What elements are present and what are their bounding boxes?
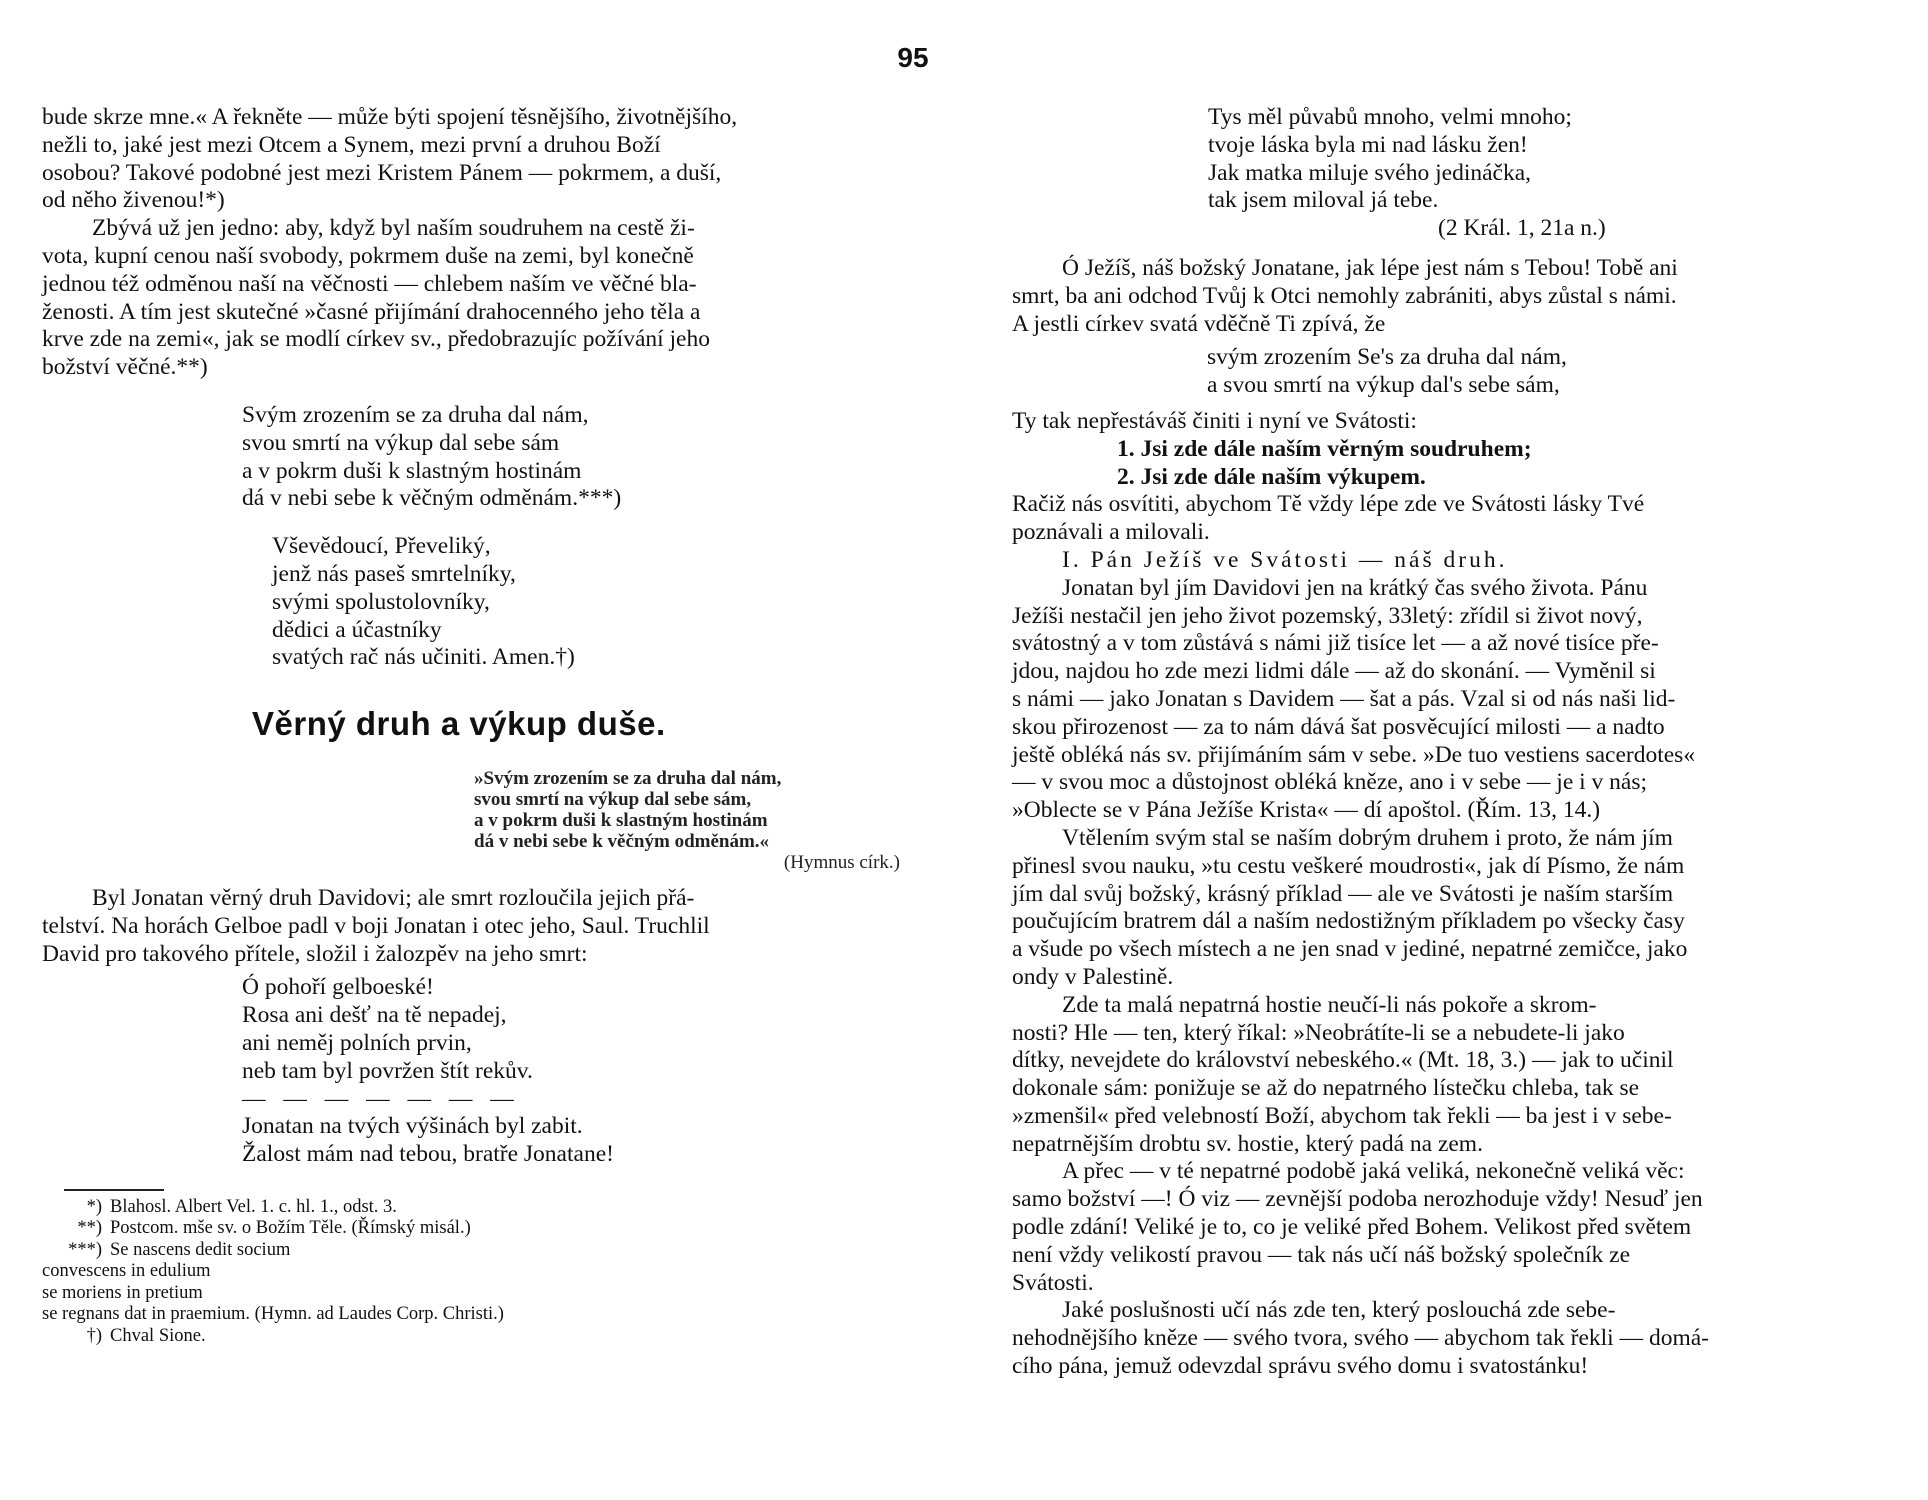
footnote-text: se regnans dat in praemium. (Hymn. ad Laudes Corp. Christi.) [42, 1304, 504, 1325]
text-line: dítky, nevejdete do království nebeského.« (Mt. 18, 3.) — jak to učinil [1012, 1047, 1674, 1074]
verse-line: svou smrtí na výkup dal sebe sám [242, 429, 560, 456]
paragraph [1012, 575, 1892, 825]
text-line: není vždy velikostí pravou — tak nás učí náš božský společník ze [1012, 1241, 1631, 1268]
epigraph-line: svou smrtí na výkup dal sebe sám, [474, 788, 752, 810]
text-line: poznávali a milovali. [1012, 519, 1210, 546]
text-line: přinesl svou nauku, »tu cestu veškeré moudrosti«, jak dí Písmo, že nám [1012, 852, 1685, 879]
section-title: I. Pán Ježíš ve Svátosti — náš druh. [1062, 546, 1508, 573]
text-line: Vtělením svým stal se naším dobrým druhem i proto, že nám jím [1062, 824, 1673, 851]
paragraph [1012, 825, 1892, 992]
chapter-heading: Věrný druh a výkup duše. [252, 705, 666, 743]
footnote-mark: **) [77, 1218, 102, 1239]
footnote [42, 1240, 940, 1262]
point-item: 1. Jsi zde dále naším věrným soudruhem; [1117, 435, 1532, 462]
text-line: od něho živenou!*) [42, 187, 225, 214]
verse-line: ani neměj polních prvin, [242, 1029, 472, 1056]
text-line: Byl Jonatan věrný druh Davidovi; ale smrt rozloučila jejich přá- [92, 884, 695, 911]
spacer [42, 513, 940, 533]
verse-line: Ó pohoří gelboeské! [242, 974, 434, 1001]
text-line: A jestli církev svatá vděčně Ti zpívá, že [1012, 310, 1386, 337]
text-line: jednou též odměnou naší na věčnosti — chlebem naším ve věčné bla- [42, 270, 697, 297]
verse-line: tvoje láska byla mi nad lásku žen! [1208, 131, 1528, 158]
paragraph [42, 215, 940, 382]
paragraph [1012, 1158, 1892, 1297]
text-line: Ó Ježíš, náš božský Jonatane, jak lépe jest nám s Tebou! Tobě ani [1062, 254, 1678, 281]
footnote-text: Chval Sione. [110, 1325, 206, 1346]
verse-line: svatých rač nás učiniti. Amen.†) [272, 644, 575, 671]
text-line: Jonatan byl jím Davidovi jen na krátký čas svého života. Pánu [1062, 574, 1648, 601]
text-line: samo božství —! Ó viz — zevnější podoba nerozhoduje vždy! Nesuď jen [1012, 1186, 1703, 1213]
text-line: nežli to, jaké jest mezi Otcem a Synem, mezi první a druhou Boží [42, 131, 661, 158]
text-line: skou přirozenost — za to nám dává šat posvěcující milosti — a nadto [1012, 713, 1665, 740]
footnote-text: convescens in edulium [42, 1261, 211, 1282]
text-line: »zmenšil« před velebností Boží, abychom tak řekli — ba jest i v sebe- [1012, 1102, 1672, 1129]
verse-line: svými spolustolovníky, [272, 588, 490, 615]
spacer [42, 382, 940, 402]
footnote [42, 1326, 940, 1348]
footnote-mark: *) [86, 1196, 102, 1217]
text-line: David pro takového přítele, složil i žalozpěv na jeho smrt: [42, 940, 588, 967]
verse-dashes: — — — — — — — [242, 1085, 520, 1112]
verse-line: Žalost mám nad tebou, bratře Jonatane! [242, 1141, 614, 1168]
text-line: vota, kupní cenou naší svobody, pokrmem duše na zemi, byl konečně [42, 242, 694, 269]
epigraph-line: »Svým zrozením se za druha dal nám, [474, 767, 782, 789]
text-line: podle zdání! Veliké je to, co je veliké před Bohem. Velikost před světem [1012, 1214, 1692, 1241]
verse-line: dá v nebi sebe k věčným odměnám.***) [242, 485, 622, 512]
paragraph [42, 885, 940, 968]
hymn-verse [272, 533, 940, 672]
right-column [1012, 104, 1892, 1381]
footnote-mark: †) [86, 1325, 102, 1346]
scripture-reference: (2 Král. 1, 21a n.) [1438, 215, 1606, 242]
text-line: s námi — jako Jonatan s Davidem — šat a pás. Vzal si od nás naši lid- [1012, 685, 1676, 712]
text-line: Zbývá už jen jedno: aby, když byl naším soudruhem na cestě ži- [92, 215, 695, 242]
verse-line: Jak matka miluje svého jedináčka, [1208, 159, 1532, 186]
text-line: jdou, najdou ho zde mezi lidmi dále — až do skonání. — Vyměnil si [1012, 658, 1656, 685]
text-line: dokonale sám: ponižuje se až do nepatrného lístečku chleba, tak se [1012, 1075, 1640, 1102]
hymn-verse [1207, 344, 1892, 400]
footnotes [42, 1197, 940, 1348]
verse-line: tak jsem miloval já tebe. [1208, 187, 1439, 214]
text-line: osobou? Takové podobné jest mezi Kristem Pánem — pokrmem, a duší, [42, 159, 722, 186]
text-line: jím dal svůj božský, krásný příklad — ale ve Svátosti je naším starším [1012, 880, 1674, 907]
verse-line: dědici a účastníky [272, 616, 442, 643]
verse-line: Tys měl půvabů mnoho, velmi mnoho; [1208, 104, 1572, 130]
text-line: A přec — v té nepatrné podobě jaká veliká, nekonečně veliká věc: [1062, 1158, 1685, 1185]
verse-line: Jonatan na tvých výšinách byl zabit. [242, 1113, 583, 1140]
text-line: nosti? Hle — ten, který říkal: »Neobrátíte-li se a nebudete-li jako [1012, 1019, 1625, 1046]
footnote [42, 1218, 940, 1240]
verse-line: a v pokrm duši k slastným hostinám [242, 457, 582, 484]
verse-line: Vševědoucí, Převeliký, [272, 533, 491, 560]
text-line: ondy v Palestině. [1012, 963, 1174, 990]
text-line: poučujícím bratrem dál a naším nedostižným příkladem po všecky časy [1012, 908, 1685, 935]
paragraph [42, 104, 940, 215]
footnote-text: se moriens in pretium [42, 1282, 203, 1303]
verse-line: neb tam byl povržen štít rekův. [242, 1057, 533, 1084]
points-list [1012, 436, 1892, 492]
verse-line: svým zrozením Se's za druha dal nám, [1207, 344, 1567, 371]
text-line: a všude po všech místech a ne jen snad v jediné, nepatrné zemičce, jako [1012, 936, 1688, 963]
verse-line: Rosa ani dešť na tě nepadej, [242, 1002, 507, 1029]
text-line: »Oblecte se v Pána Ježíše Krista« — dí apoštol. (Řím. 13, 14.) [1012, 797, 1601, 824]
lament-verse [242, 974, 940, 1169]
verse-line: jenž nás paseš smrtelníky, [272, 560, 516, 587]
text-line: — v svou moc a důstojnost obléká kněze, ano i v sebe — je i v nás; [1012, 769, 1648, 796]
page-number: 95 [897, 42, 929, 73]
epigraph-line: dá v nebi sebe k věčným odměnám.« [474, 830, 770, 852]
footnote-rule [64, 1189, 164, 1191]
footnote-text: Blahosl. Albert Vel. 1. c. hl. 1., odst. 3. [110, 1196, 397, 1217]
text-line: nepatrnějším drobtu sv. hostie, který padá na zem. [1012, 1130, 1483, 1157]
paragraph [1012, 491, 1892, 547]
text-line: božství věčné.**) [42, 354, 208, 381]
verse-line: Svým zrozením se za druha dal nám, [242, 401, 589, 428]
text-line: svátostný a v tom zůstává s námi již tisíce let — a až nové tisíce pře- [1012, 630, 1659, 657]
epigraph-source: (Hymnus círk.) [783, 851, 900, 873]
text-line: Zde ta malá nepatrná hostie neučí-li nás pokoře a skrom- [1062, 991, 1597, 1018]
epigraph-line: a v pokrm duši k slastným hostinám [474, 809, 768, 831]
text-line: krve zde na zemi«, jak se modlí církev sv., předobrazujíc požívání jeho [42, 326, 710, 353]
footnote [42, 1197, 940, 1219]
point-item: 2. Jsi zde dále naším výkupem. [1117, 463, 1426, 490]
footnote-mark: ***) [68, 1239, 102, 1260]
verse-line: a svou smrtí na výkup dal's sebe sám, [1207, 372, 1560, 399]
hymn-verse [242, 402, 940, 513]
text-line: ženosti. A tím jest skutečné »časné přijímání drahocenného jeho těla a [42, 298, 701, 325]
text-line: Ty tak nepřestáváš činiti i nyní ve Svátosti: [1012, 407, 1417, 434]
paragraph [1012, 992, 1892, 1159]
text-line: ještě obléká nás sv. přijímáním sám v sebe. »De tuo vestiens sacerdotes« [1012, 741, 1696, 768]
footnote-text: Se nascens dedit socium [110, 1239, 291, 1260]
text-line: Ježíši nestačil jen jeho život pozemský, 33letý: zřídil si život nový, [1012, 602, 1643, 629]
text-line: cího pána, jemuž odevzdal správu svého domu i svatostánku! [1012, 1353, 1589, 1380]
text-line: smrt, ba ani odchod Tvůj k Otci nemohly zabrániti, abys zůstal s námi. [1012, 282, 1677, 309]
text-line: telství. Na horách Gelboe padl v boji Jonatan i otec jeho, Saul. Truchlil [42, 912, 710, 939]
paragraph [1012, 1297, 1892, 1380]
footnote-text: Postcom. mše sv. o Božím Těle. (Římský misál.) [110, 1218, 471, 1239]
text-line: Svátosti. [1012, 1269, 1094, 1296]
paragraph [1012, 255, 1892, 338]
text-line: Račiž nás osvítiti, abychom Tě vždy lépe zde ve Svátosti lásky Tvé [1012, 491, 1645, 518]
text-line: bude skrze mne.« A řekněte — může býti spojení těsnějšího, životnějšího, [42, 104, 738, 130]
epigraph [474, 768, 940, 873]
left-column [42, 104, 940, 1347]
text-line: Jaké poslušnosti učí nás zde ten, který poslouchá zde sebe- [1062, 1297, 1616, 1324]
lament-verse [1208, 104, 1892, 243]
text-line: nehodnějšího kněze — svého tvora, svého — abychom tak řekli — domá- [1012, 1325, 1709, 1352]
